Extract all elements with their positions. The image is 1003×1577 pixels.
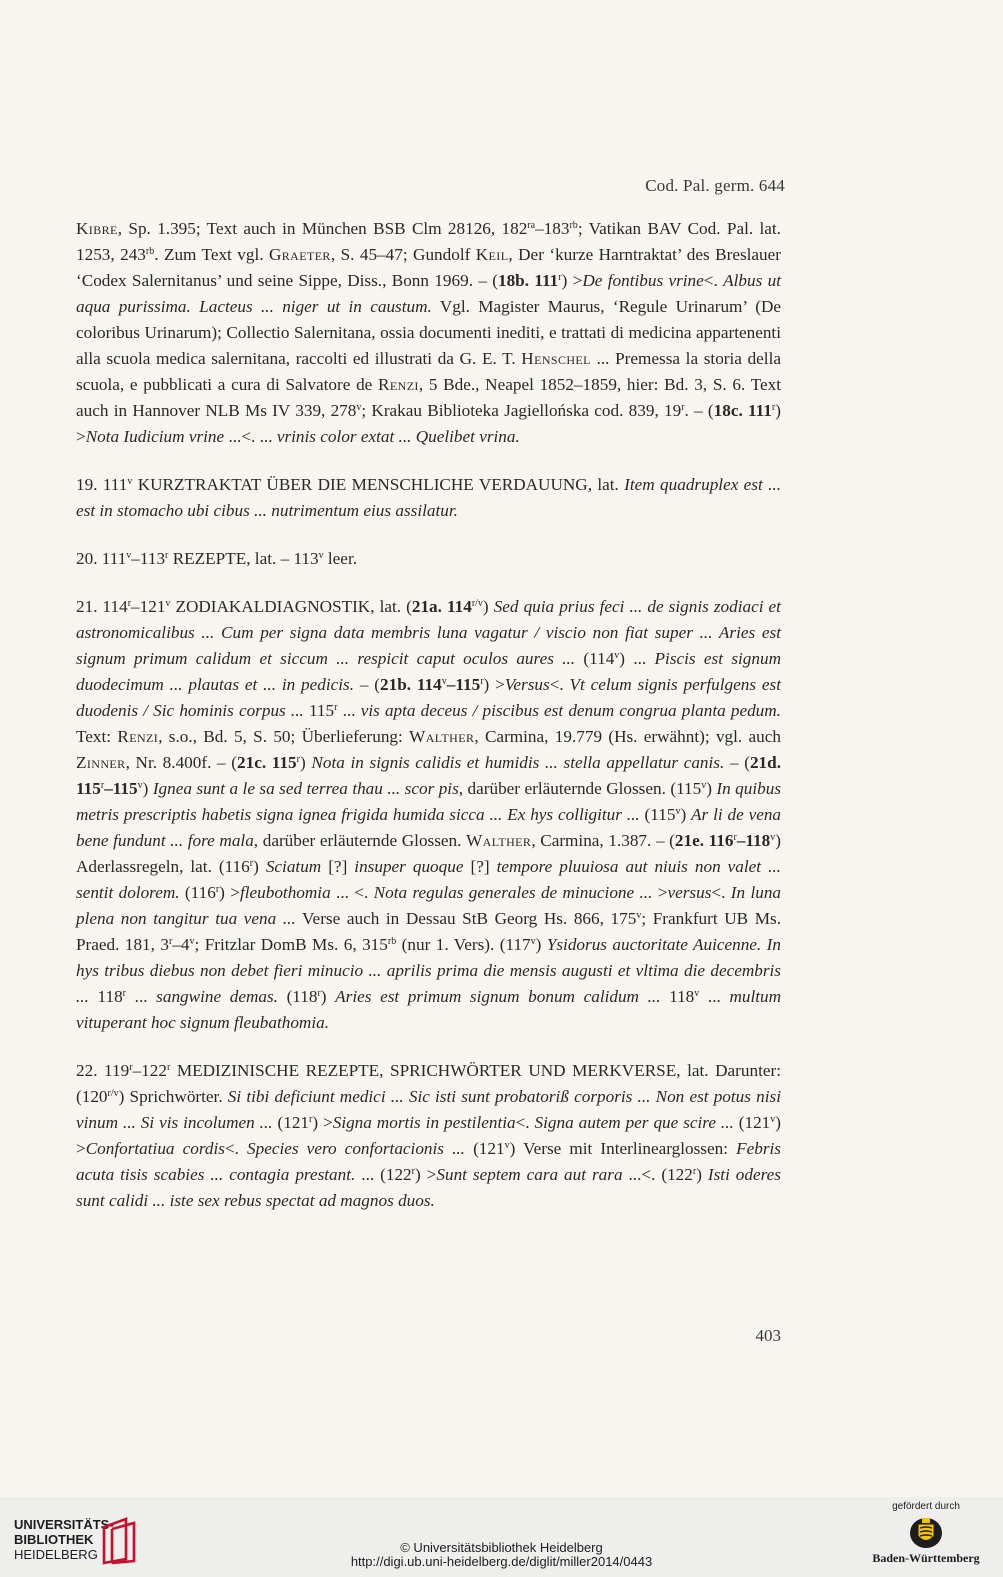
text-segment: ) xyxy=(706,779,717,798)
library-name-line: HEIDELBERG xyxy=(14,1547,98,1562)
text-segment: MEDIZINISCHE REZEPTE, SPRICHWÖRTER UND MERKVERSE, lat. Darunter: (120 xyxy=(76,1061,782,1106)
text-segment: r xyxy=(692,1166,697,1177)
text-segment: r xyxy=(334,702,338,713)
text-segment: –4 xyxy=(172,935,190,954)
text-segment: Signa autem per que scire ... xyxy=(534,1113,734,1132)
entry-paragraph xyxy=(76,472,781,524)
text-segment: ) > xyxy=(561,271,583,290)
text-segment: , Der ‘kurze Harntraktat’ des Breslauer ‘Codex Salernitanus’ und seine Sippe, Diss., Bonn 1969. – ( xyxy=(76,245,781,290)
text-segment: rb xyxy=(145,246,155,257)
text-segment: –113 xyxy=(131,549,166,568)
text-segment: ... xyxy=(699,987,730,1006)
text-segment: ) xyxy=(300,753,312,772)
text-segment: ; Frankfurt UB Ms. Praed. 181, 3 xyxy=(76,909,782,954)
text-segment: v xyxy=(614,650,620,661)
entry-paragraph xyxy=(76,1058,781,1214)
text-segment: Aries est primum signum bonum calidum ... xyxy=(335,987,661,1006)
text-segment: ) > xyxy=(312,1113,333,1132)
text-segment: 21c. 115 xyxy=(237,753,297,772)
text-segment: –121 xyxy=(131,597,166,616)
text-segment: <. xyxy=(224,1139,248,1158)
text-segment: v xyxy=(636,910,642,921)
text-segment: r xyxy=(411,1166,415,1177)
text-segment: 22. 119 xyxy=(76,1061,130,1080)
text-segment: v xyxy=(165,598,171,609)
text-segment: Ysidorus auctoritate Auicenne. In hys tribus diebus non debet fieri minucio ... aprilis prima die mensis augusti et vltima die decembris ... xyxy=(76,935,781,1006)
text-segment: , Carmina, 19.779 (Hs. erwähnt); vgl. auch xyxy=(474,727,781,746)
permalink-url[interactable]: http://digi.ub.uni-heidelberg.de/diglit/miller2014/0443 xyxy=(350,1554,653,1569)
text-segment: Febris acuta tisis scabies ... contagia prestant. xyxy=(76,1139,781,1184)
text-segment: ) xyxy=(320,987,336,1006)
text-segment: fleubothomia xyxy=(239,883,331,902)
text-segment: [?] xyxy=(463,857,497,876)
text-segment: vis apta deceus / piscibus est denum congrua planta pedum. xyxy=(360,701,781,720)
text-segment: ) > xyxy=(415,1165,437,1184)
text-segment: Verse auch in Dessau StB Georg Hs. 866, 175 xyxy=(295,909,637,928)
text-segment: Nota in signis calidis et humidis ... stella appellatur canis. xyxy=(311,753,725,772)
text-segment: Renzi xyxy=(378,375,419,394)
text-segment: r xyxy=(127,598,132,609)
text-segment: Sunt septem cara aut rara xyxy=(436,1165,623,1184)
text-segment: versus xyxy=(667,883,712,902)
text-segment: Species vero confortacionis ... xyxy=(247,1139,465,1158)
text-segment: r xyxy=(129,1062,133,1073)
text-segment: multum vituperant hoc signum fleubathomia. xyxy=(76,987,781,1032)
funder-name: Baden-Württemberg xyxy=(872,1551,980,1565)
text-segment: 115 xyxy=(303,701,335,720)
text-segment: –122 xyxy=(132,1061,167,1080)
entry-paragraph xyxy=(76,216,781,450)
text-segment: leer. xyxy=(323,549,358,568)
text-segment: Isti oderes sunt calidi ... iste sex rebus spectat ad magnos duos. xyxy=(76,1165,781,1210)
text-segment: ) xyxy=(482,597,494,616)
text-segment: 20. 111 xyxy=(76,549,127,568)
text-segment: ) xyxy=(680,805,692,824)
text-segment: rb xyxy=(569,220,578,231)
text-segment: insuper quoque xyxy=(354,857,464,876)
text-segment: <. xyxy=(711,883,731,902)
text-segment: 21b. 114 xyxy=(380,675,442,694)
text-segment: (115 xyxy=(639,805,676,824)
text-segment: ... (122 xyxy=(355,1165,412,1184)
text-segment: ) > xyxy=(76,1113,781,1158)
text-segment: r xyxy=(215,884,220,895)
text-segment: 21e. 116 xyxy=(674,831,734,850)
text-segment: ) Aderlassregeln, lat. (116 xyxy=(76,831,781,876)
text-segment: r/v xyxy=(471,598,483,609)
text-segment: Nota regulas generales de minucione ... xyxy=(373,883,653,902)
text-segment: Graeter xyxy=(268,245,331,264)
library-name-line: BIBLIOTHEK xyxy=(14,1532,94,1547)
text-segment: Text: xyxy=(76,727,118,746)
catalog-entries xyxy=(76,216,781,1236)
text-segment: ) > xyxy=(76,401,781,446)
text-segment: , Carmina, 1.387. – ( xyxy=(531,831,675,850)
footer-bar xyxy=(0,1497,1003,1577)
text-segment: Versus xyxy=(504,675,550,694)
text-segment: v xyxy=(504,1140,510,1151)
text-segment: (nur 1. Vers). (117 xyxy=(396,935,531,954)
text-segment: 118 xyxy=(88,987,123,1006)
text-segment: ) Sprichwörter. xyxy=(118,1087,228,1106)
text-segment: v xyxy=(126,550,132,561)
copyright-notice: © Universitätsbibliothek Heidelberg xyxy=(400,1540,603,1555)
text-segment: ; Krakau Biblioteka Jagiellońska cod. 839, 19 xyxy=(361,401,682,420)
text-segment: Walther xyxy=(466,831,532,850)
text-segment: . – ( xyxy=(684,401,714,420)
text-segment: ...<. (122 xyxy=(622,1165,693,1184)
funded-by-label: gefördert durch xyxy=(892,1501,960,1512)
text-segment: ) > xyxy=(219,883,240,902)
text-segment: ) xyxy=(696,1165,708,1184)
text-segment: ... Premessa la storia della scuola, e pubblicati a cura di Salvatore de xyxy=(76,349,781,394)
text-segment: r xyxy=(168,936,173,947)
text-segment: ) xyxy=(253,857,266,876)
text-segment: vrinis color extat ... Quelibet vrina. xyxy=(276,427,520,446)
text-segment: r xyxy=(122,988,127,999)
text-segment: Zinner xyxy=(76,753,126,772)
text-segment: r xyxy=(249,858,254,869)
text-segment: v xyxy=(137,780,143,791)
text-segment: Signa mortis in pestilentia xyxy=(332,1113,516,1132)
text-segment: –115 xyxy=(104,779,138,798)
text-segment: r xyxy=(733,832,737,843)
text-segment: ; Fritzlar DomB Ms. 6, 315 xyxy=(194,935,388,954)
text-segment: 118 xyxy=(660,987,695,1006)
text-segment: ) ... xyxy=(619,649,655,668)
text-segment: Item quadruplex est ... est in stomacho ubi cibus ... nutrimentum eius assilatur. xyxy=(76,475,781,520)
text-segment: Walther xyxy=(409,727,475,746)
text-segment: ) xyxy=(142,779,153,798)
text-segment: (114 xyxy=(575,649,615,668)
coat-of-arms-icon xyxy=(908,1514,944,1550)
text-segment: Confortatiua cordis xyxy=(85,1139,225,1158)
text-segment: r xyxy=(309,1114,313,1125)
text-segment: Nota Iudicium vrine xyxy=(85,427,225,446)
text-segment: – ( xyxy=(724,753,750,772)
text-segment: Henschel xyxy=(521,349,591,368)
text-segment: ... <. xyxy=(330,883,374,902)
footer-credit xyxy=(0,1541,1003,1569)
text-segment: , 5 Bde., Neapel 1852–1859, hier: Bd. 3, S. 6. Text auch in Hannover NLB Ms IV 339, 278 xyxy=(76,375,781,420)
text-segment: v xyxy=(530,936,536,947)
text-segment: <. xyxy=(549,675,570,694)
text-segment: , Nr. 8.400f. – ( xyxy=(125,753,238,772)
text-segment: v xyxy=(770,1114,776,1125)
text-segment: <. xyxy=(703,271,724,290)
library-name-line: UNIVERSITÄTS- xyxy=(14,1517,114,1532)
text-segment: (116 xyxy=(179,883,216,902)
text-segment: > xyxy=(652,883,668,902)
text-segment: v xyxy=(694,988,700,999)
text-segment: –183 xyxy=(535,219,570,238)
text-segment: Piscis est signum duodecimum ... plautas et ... in pedicis. xyxy=(76,649,781,694)
text-segment: v xyxy=(441,676,447,687)
text-segment: –115 xyxy=(446,675,481,694)
text-segment: – ( xyxy=(354,675,381,694)
text-segment: 21d. 115 xyxy=(76,753,781,798)
text-segment: Keil xyxy=(475,245,509,264)
text-segment: Sed quia prius feci ... de signis zodiaci et astronomicalibus ... Cum per signa data membris luna vagatur / viscio non fiat super ... Aries est signum primum calidum et siccum ... respicit caput oculos aures ... xyxy=(76,597,781,668)
text-segment: (121 xyxy=(272,1113,310,1132)
text-segment: <. xyxy=(515,1113,535,1132)
text-segment: v xyxy=(770,832,776,843)
text-segment: In luna plena non tangitur tua vena ... xyxy=(76,883,782,928)
text-segment: , Sp. 1.395; Text auch in München BSB Clm 28126, 182 xyxy=(117,219,528,238)
text-segment: r xyxy=(100,780,105,791)
text-segment: ... xyxy=(126,987,157,1006)
text-segment: r xyxy=(166,1062,171,1073)
text-segment: ... xyxy=(337,701,361,720)
text-segment: v xyxy=(675,806,681,817)
text-segment: (121 xyxy=(464,1139,505,1158)
text-segment: Si tibi deficiunt medici ... Sic isti sunt probatoriß corporis ... Non est potus nisi vinum ... Si vis incolumen ... xyxy=(76,1087,781,1132)
text-segment: r xyxy=(558,272,562,283)
text-segment: Ar li de vena bene fundunt ... fore mala xyxy=(76,805,782,850)
text-segment: [?] xyxy=(321,857,355,876)
text-segment: r xyxy=(681,402,685,413)
text-segment: De fontibus vrine xyxy=(582,271,704,290)
text-segment: , s.o., Bd. 5, S. 50; Überlieferung: xyxy=(158,727,410,746)
entry-paragraph xyxy=(76,594,781,1036)
text-segment: r xyxy=(165,550,169,561)
text-segment: ZODIAKALDIAGNOSTIK, lat. ( xyxy=(170,597,412,616)
text-segment: , darüber erläuternde Glossen. xyxy=(253,831,467,850)
text-segment: 21a. 114 xyxy=(411,597,472,616)
text-segment: 18c. 111 xyxy=(713,401,772,420)
text-segment: ra xyxy=(527,220,536,231)
text-segment: tempore pluuiosa aut niuis non valet ... sentit dolorem. xyxy=(76,857,781,902)
text-segment: Renzi xyxy=(117,727,159,746)
text-segment: r xyxy=(771,402,776,413)
text-segment: r xyxy=(296,754,300,765)
text-segment: , S. 45–47; Gundolf xyxy=(330,245,476,264)
text-segment: KURZTRAKTAT ÜBER DIE MENSCHLICHE VERDAUUNG, lat. xyxy=(132,475,625,494)
text-segment: , darüber erläuternde Glossen. (115 xyxy=(458,779,702,798)
text-segment: v xyxy=(189,936,195,947)
text-segment: sangwine demas. xyxy=(156,987,278,1006)
text-segment: . Zum Text vgl. xyxy=(154,245,269,264)
text-segment: Albus ut aqua purissima. Lacteus ... niger ut in caustum. xyxy=(76,271,781,316)
page-number: 403 xyxy=(755,1326,781,1345)
text-segment: ) Verse mit Interlinearglossen: xyxy=(509,1139,737,1158)
text-segment: REZEPTE, lat. – 113 xyxy=(168,549,319,568)
text-segment: (118 xyxy=(277,987,318,1006)
text-segment: ) > xyxy=(483,675,505,694)
text-segment: rb xyxy=(387,936,397,947)
text-segment: r/v xyxy=(107,1088,119,1099)
text-segment: v xyxy=(701,780,707,791)
text-segment: In quibus metris prescriptis habetis signa ignea frigida humida sicca ... Ex hys colligitur ... xyxy=(76,779,782,824)
text-segment: v xyxy=(356,402,362,413)
text-segment: (121 xyxy=(733,1113,771,1132)
text-segment: 19. 111 xyxy=(76,475,128,494)
page-header: Cod. Pal. germ. 644 xyxy=(645,176,785,195)
text-segment: ...<. ... xyxy=(224,427,277,446)
text-segment: v xyxy=(318,550,324,561)
text-segment: v xyxy=(127,476,133,487)
text-segment: 21. 114 xyxy=(76,597,128,616)
text-segment: ; Vatikan BAV Cod. Pal. lat. 1253, 243 xyxy=(76,219,781,264)
text-segment: 18b. 111 xyxy=(497,271,559,290)
text-segment: Kibre xyxy=(76,219,118,238)
text-segment: Vgl. Magister Maurus, ‘Regule Urinarum’ (De coloribus Urinarum); Collectio Salernitana, ossia documenti inediti, e trattati di medicina appartenenti alla scuola medica salernitana, raccolti ed illustrati da G. E. T. xyxy=(76,297,781,368)
text-segment: Ignea sunt a le sa sed terrea thau ... scor pis xyxy=(152,779,459,798)
entry-paragraph xyxy=(76,546,781,572)
text-segment: –118 xyxy=(736,831,771,850)
text-segment: r xyxy=(317,988,321,999)
funder-block[interactable] xyxy=(871,1501,981,1566)
text-segment: r xyxy=(480,676,484,687)
text-segment: Sciatum xyxy=(265,857,322,876)
text-segment: ) xyxy=(535,935,547,954)
text-segment: Vt celum signis perfulgens est duodenis / Sic hominis corpus ... xyxy=(76,675,781,720)
